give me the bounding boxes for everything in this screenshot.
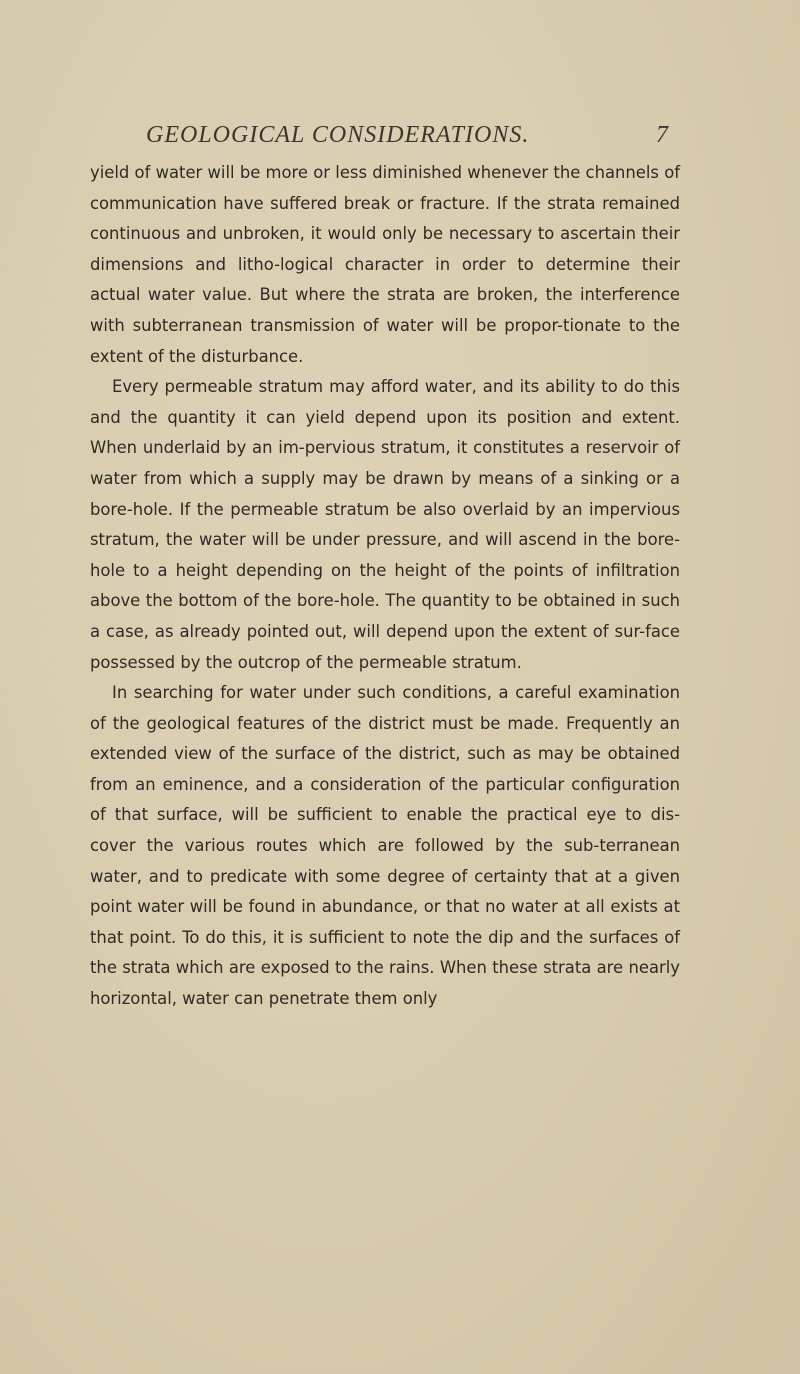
paragraph-permeable-stratum: Every permeable stratum may afford water, and its ability to do this and the quantity it can yield depend upon its position and extent. When underlaid by an im-pervious stratum, it constitutes a reservoir of water from which a supply may be drawn by means of a sinking or a bore-hole. If the permeable stratum be also overlaid by an impervious stratum, the water will be under pressure, and will ascend in the bore-hole to a height depending on the height of the points of infiltration above the bottom of the bore-hole. The quantity to be obtained in such a case, as already pointed out, will depend upon the extent of sur-face possessed by the outcrop of the permeable stratum. — [90, 377, 680, 672]
paragraph-continuation: yield of water will be more or less diminished whenever the channels of communication have suffered break or fracture. If the strata remained continuous and unbroken, it would only be necessary to ascertain their dimensions and litho-logical character in order to determine their actual water value. But where the strata are broken, the interference with subterranean transmission of water will be propor-tionate to the extent of the disturbance. — [90, 163, 680, 366]
paragraph-searching-for-water: In searching for water under such conditions, a careful examination of the geological features of the district must be made. Frequently an extended view of the surface of the district, such as may be obtained from an eminence, and a consideration of the particular configuration of that surface, will be sufficient to enable the practical eye to dis-cover the various routes which are followed by the sub-terranean water, and to predicate with some degree of certainty that at a given point water will be found in abundance, or that no water at all exists at that point. To do this, it is sufficient to note the dip and the surfaces of the strata which are exposed to the rains. When these strata are nearly horizontal, water can penetrate them only — [90, 683, 680, 1009]
body-text — [90, 158, 680, 1015]
page-number: 7 — [656, 122, 668, 148]
running-head-title: GEOLOGICAL CONSIDERATIONS. — [146, 122, 530, 148]
